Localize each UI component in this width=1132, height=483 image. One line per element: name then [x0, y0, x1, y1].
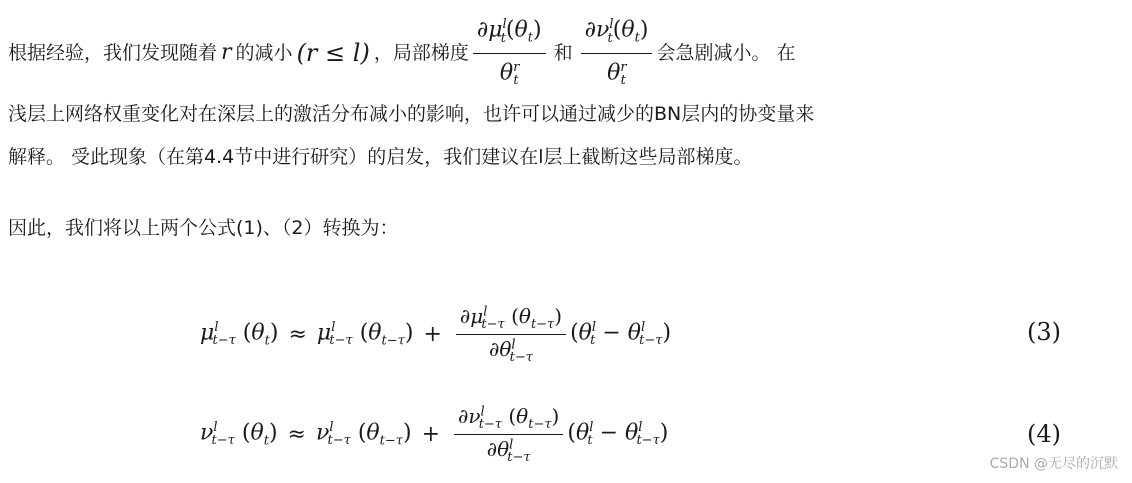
equation-4-number: (4) [1027, 420, 1061, 448]
eq3-fraction [456, 304, 566, 365]
p1-text-d: 会急剧减小。 在 [656, 42, 796, 64]
eq3-plus: + [423, 321, 442, 347]
paragraph1-line3: 解释。 受此现象（在第4.4节中进行研究）的启发，我们建议在l层上截断这些局部梯度。 [8, 146, 753, 168]
eq4-numerator: $\partial\nu^l_{t-\tau}$ $(\theta_{t-\tau})$ [454, 404, 563, 435]
paragraph2: 因此，我们将以上两个公式(1)、（2）转换为： [8, 217, 399, 239]
fraction-nu-numerator: $\partial\nu^l_t(\theta_t)$ [581, 13, 653, 54]
equation-3-number: (3) [1027, 318, 1061, 346]
eq3-numerator: $\partial\mu^l_{t-\tau}$ $(\theta_{t-\tau})$ [456, 304, 566, 335]
eq3-difference: $(\theta^l_t - \theta^l_{t-\tau})$ [570, 319, 672, 349]
eq4-lhs: $\nu^l_{t-\tau}$ $(\theta_t)$ [200, 419, 278, 449]
paragraph1-line1 [8, 18, 795, 88]
var-r: r [221, 40, 232, 65]
eq4-difference: $(\theta^l_t - \theta^l_{t-\tau})$ [567, 419, 669, 449]
eq4-denominator: $\partial\theta^l_{t-\tau}$ [486, 436, 531, 465]
eq4-term: $\nu^l_{t-\tau}$ $(\theta_{t-\tau})$ [315, 419, 412, 449]
condition-r-le-l: (r ≤ l) [296, 39, 370, 67]
eq3-approx: ≈ [288, 321, 307, 347]
equation-3 [200, 290, 671, 378]
paragraph1-line2: 浅层上网络权重变化对在深层上的激活分布减小的影响，也许可以通过减少的BN层内的协变量来 [8, 103, 815, 125]
fraction-mu-gradient [473, 13, 546, 93]
eq3-term: $\mu^l_{t-\tau}$ $(\theta_{t-\tau})$ [316, 319, 414, 349]
fraction-mu-denominator: $\theta^r_t$ [499, 59, 520, 89]
p1-and: 和 [553, 42, 573, 64]
fraction-nu-gradient [581, 13, 653, 93]
fraction-nu-denominator: $\theta^r_t$ [607, 59, 627, 89]
fraction-mu-numerator: $\partial\mu^l_t(\theta_t)$ [473, 13, 546, 54]
p1-text-c: ，局部梯度 [373, 42, 469, 64]
eq4-fraction [454, 404, 563, 465]
eq3-denominator: $\partial\theta^l_{t-\tau}$ [489, 336, 533, 365]
p1-text-a: 根据经验，我们发现随着 [8, 42, 218, 64]
csdn-watermark: CSDN @无尽的沉默 [989, 456, 1118, 472]
eq3-lhs: $\mu^l_{t-\tau}$ $(\theta_t)$ [200, 319, 279, 349]
p1-text-b: 的减小 [235, 42, 293, 64]
equation-4 [200, 390, 668, 478]
eq4-approx: ≈ [287, 421, 306, 447]
eq4-plus: + [421, 421, 441, 447]
